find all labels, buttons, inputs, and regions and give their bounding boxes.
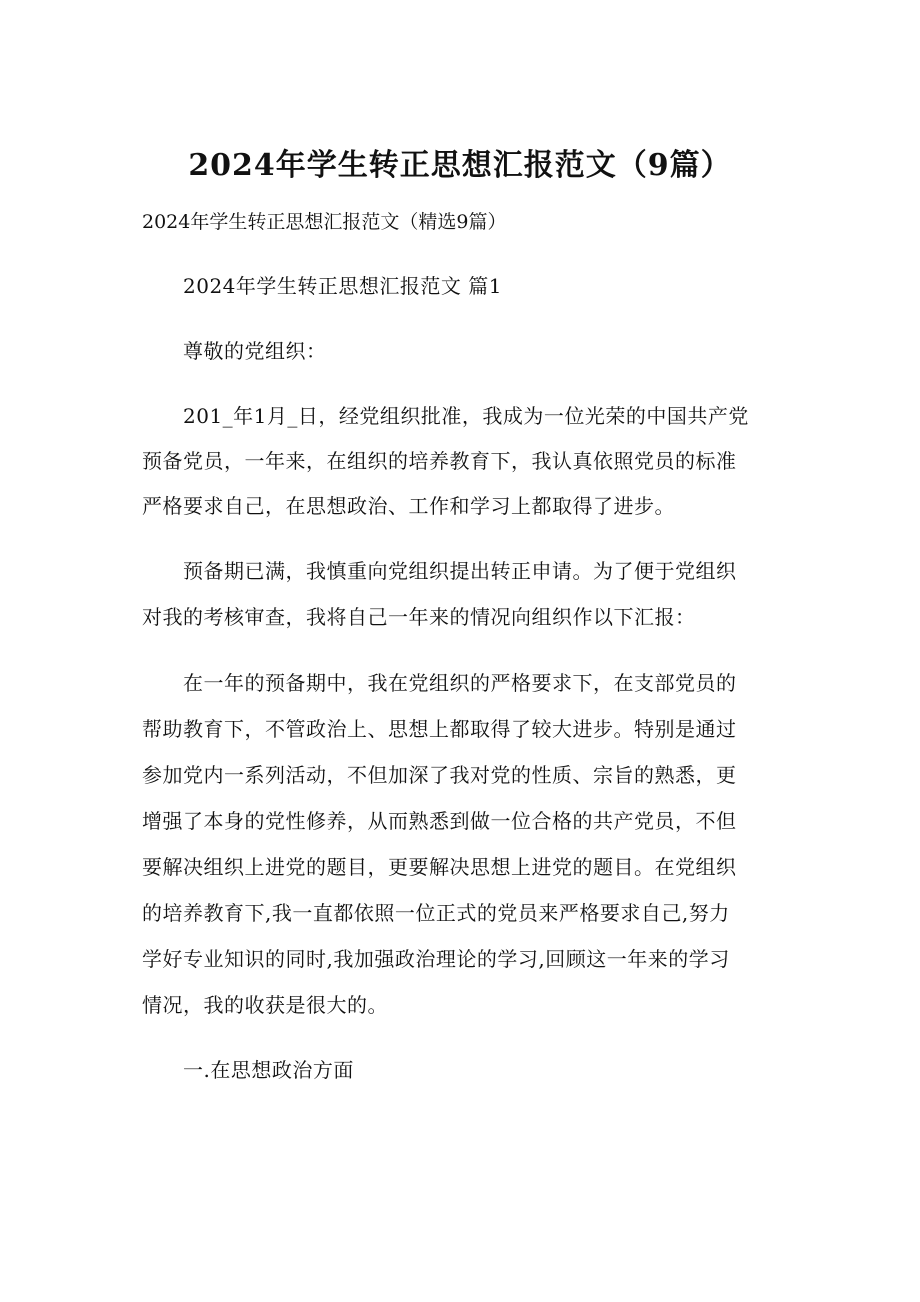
paragraph-3-line-6: 的培养教育下,我一直都依照一位正式的党员来严格要求自己,努力 [142,901,730,925]
paragraph-3-line-4: 增强了本身的党性修养，从而熟悉到做一位合格的共产党员，不但 [142,809,737,833]
paragraph-3-line-2: 帮助教育下，不管政治上、思想上都取得了较大进步。特别是通过 [142,717,737,741]
paragraph-1-line-3: 严格要求自己，在思想政治、工作和学习上都取得了进步。 [142,494,675,518]
document-title: 2024年学生转正思想汇报范文（9篇） [188,148,732,183]
section-heading: 2024年学生转正思想汇报范文 篇1 [183,274,502,298]
paragraph-3-line-7: 学好专业知识的同时,我加强政治理论的学习,回顾这一年来的学习 [142,947,730,971]
paragraph-1-line-1: 201_年1月_日，经党组织批准，我成为一位光荣的中国共产党 [183,404,749,428]
paragraph-2-line-1: 预备期已满，我慎重向党组织提出转正申请。为了便于党组织 [183,559,737,583]
salutation: 尊敬的党组织： [183,339,327,363]
paragraph-3-line-8: 情况，我的收获是很大的。 [142,993,388,1017]
section-heading-politics: 一.在思想政治方面 [183,1058,354,1082]
paragraph-3-line-3: 参加党内一系列活动，不但加深了我对党的性质、宗旨的熟悉，更 [142,763,737,787]
document-subtitle: 2024年学生转正思想汇报范文（精选9篇） [142,211,507,233]
paragraph-1-line-2: 预备党员，一年来，在组织的培养教育下，我认真依照党员的标准 [142,449,737,473]
paragraph-3-line-5: 要解决组织上进党的题目，更要解决思想上进党的题目。在党组织 [142,855,737,879]
paragraph-3-line-1: 在一年的预备期中，我在党组织的严格要求下，在支部党员的 [183,671,737,695]
paragraph-2-line-2: 对我的考核审查，我将自己一年来的情况向组织作以下汇报： [142,605,696,629]
